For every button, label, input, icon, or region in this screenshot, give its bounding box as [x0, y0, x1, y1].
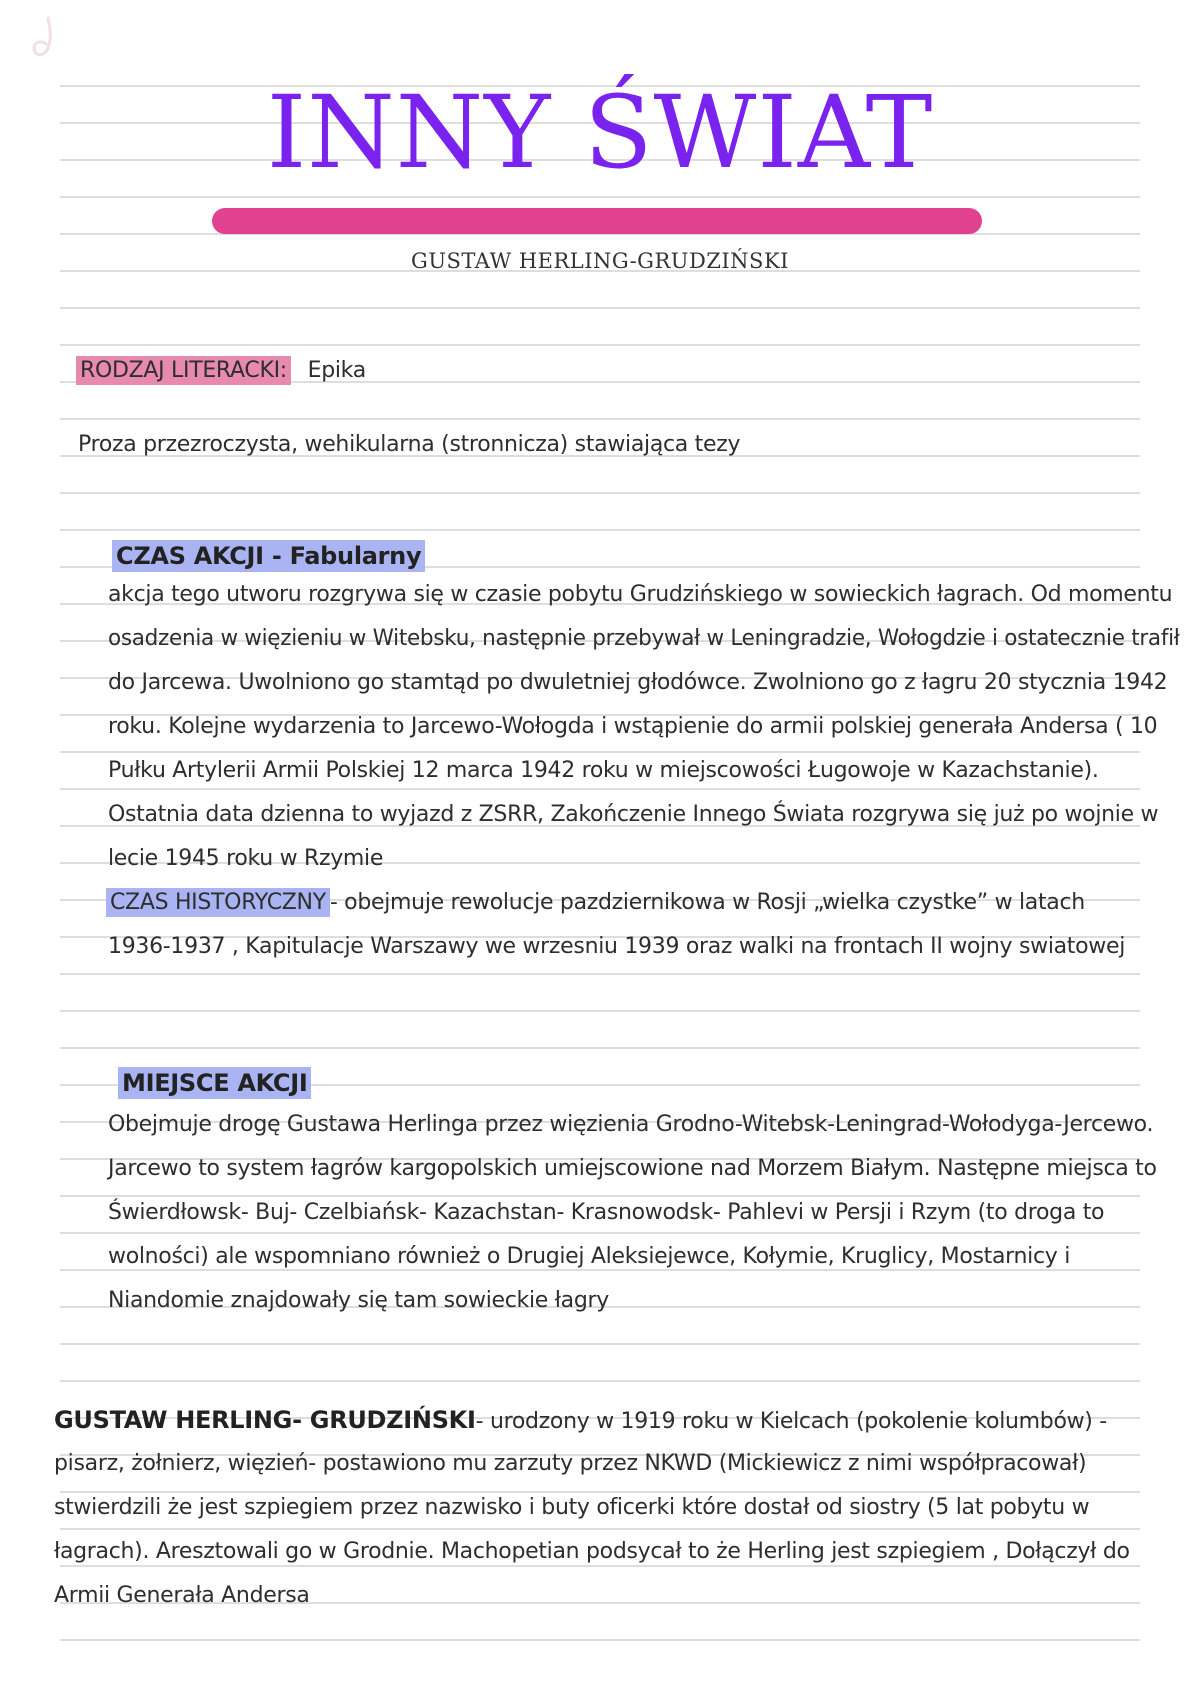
- czas-akcji-line: lecie 1945 roku w Rzymie: [108, 846, 384, 871]
- czas-akcji-line: Pułku Artylerii Armii Polskiej 12 marca 1942 roku w miejscowości Ługowoje w Kazachstanie).: [108, 758, 1099, 783]
- page-title: INNY ŚWIAT: [266, 74, 934, 191]
- czas-akcji-heading-text: CZAS AKCJI - Fabularny: [112, 540, 425, 572]
- bio-name: GUSTAW HERLING- GRUDZIŃSKI: [54, 1406, 476, 1434]
- czas-akcji-line: roku. Kolejne wydarzenia to Jarcewo-Wołogda i wstąpienie do armii polskiej generała Andersa ( 10: [108, 714, 1158, 739]
- miejsce-akcji-heading: [118, 1068, 311, 1098]
- czas-akcji-line: akcja tego utworu rozgrywa się w czasie pobytu Grudzińskiego w sowieckich łagrach. Od momentu: [108, 582, 1173, 607]
- czas-historyczny-text: - obejmuje rewolucje pazdziernikowa w Rosji „wielka czystke” w latach: [329, 890, 1085, 915]
- czas-historyczny-label: CZAS HISTORYCZNY: [106, 888, 330, 917]
- page-corner-mark: [26, 14, 64, 66]
- title-underline: [212, 208, 982, 234]
- bio-line: stwierdzili że jest szpiegiem przez nazwisko i buty oficerki które dostał od siostry (5 lat pobytu w: [54, 1495, 1090, 1520]
- czas-akcji-line: Ostatnia data dzienna to wyjazd z ZSRR, Zakończenie Innego Świata rozgrywa się już po wojnie w: [108, 802, 1159, 827]
- genre-value: Epika: [307, 358, 366, 383]
- czas-historyczny-row: [106, 888, 1085, 918]
- genre-row: [76, 356, 366, 386]
- author-subtitle: GUSTAW HERLING-GRUDZIŃSKI: [411, 249, 789, 273]
- czas-historyczny-line: 1936-1937 , Kapitulacje Warszawy we wrzesniu 1939 oraz walki na frontach II wojny swiatowej: [108, 934, 1126, 959]
- prose-note: Proza przezroczysta, wehikularna (stronnicza) stawiająca tezy: [78, 432, 741, 457]
- genre-label: RODZAJ LITERACKI:: [76, 356, 291, 385]
- czas-akcji-line: osadzenia w więzieniu w Witebsku, następnie przebywał w Leningradzie, Wołogdzie i ostatecznie trafił: [108, 626, 1180, 651]
- bio-row: [54, 1405, 1107, 1437]
- miejsce-akcji-heading-text: MIEJSCE AKCJI: [118, 1067, 311, 1099]
- czas-akcji-heading: [112, 541, 425, 571]
- bio-text: - urodzony w 1919 roku w Kielcach (pokolenie kolumbów) -: [475, 1409, 1107, 1434]
- miejsce-akcji-line: Obejmuje drogę Gustawa Herlinga przez więzienia Grodno-Witebsk-Leningrad-Wołodyga-Jercewo.: [108, 1112, 1154, 1137]
- miejsce-akcji-line: Niandomie znajdowały się tam sowieckie łagry: [108, 1288, 609, 1313]
- miejsce-akcji-line: Jarcewo to system łagrów kargopolskich umiejscowione nad Morzem Białym. Następne miejsca to: [108, 1156, 1157, 1181]
- miejsce-akcji-line: wolności) ale wspomniano również o Drugiej Aleksiejewce, Kołymie, Kruglicy, Mostarnicy i: [108, 1244, 1071, 1269]
- miejsce-akcji-line: Świerdłowsk- Buj- Czelbiańsk- Kazachstan- Krasnowodsk- Pahlevi w Persji i Rzym (to droga to: [108, 1200, 1105, 1225]
- bio-line: Armii Generała Andersa: [54, 1583, 310, 1608]
- czas-akcji-line: do Jarcewa. Uwolniono go stamtąd po dwuletniej głodówce. Zwolniono go z łagru 20 stycznia 1942: [108, 670, 1168, 695]
- bio-line: łagrach). Aresztowali go w Grodnie. Machopetian podsycał to że Herling jest szpiegiem , Dołączył do: [54, 1539, 1130, 1564]
- bio-line: pisarz, żołnierz, więzień- postawiono mu zarzuty przez NKWD (Mickiewicz z nimi współpracował): [54, 1451, 1087, 1476]
